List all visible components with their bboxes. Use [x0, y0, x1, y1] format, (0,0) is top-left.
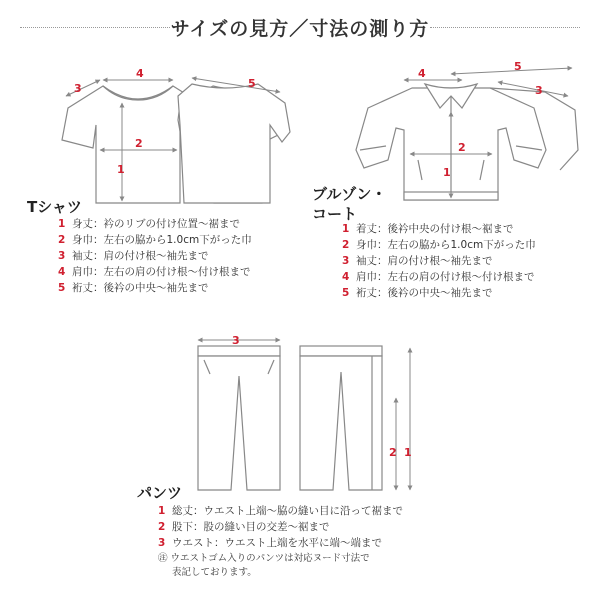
legend-row: 4 肩巾：左右の肩の付け根～付け根まで [58, 266, 251, 278]
jacket-num-5: 5 [514, 60, 522, 73]
jacket-num-4: 4 [418, 67, 426, 80]
legend-row: 1 身丈：衿のリブの付け位置～裾まで [58, 218, 240, 230]
pants-note-line2: 表記しております。 [172, 567, 257, 578]
pants-num-3: 3 [232, 334, 240, 347]
page-title: サイズの見方／寸法の測り方 [170, 18, 430, 40]
pants-num-1: 1 [404, 446, 412, 459]
jacket-heading [312, 184, 386, 224]
pants-back-drawing [300, 346, 382, 490]
jacket-heading-line1: ブルゾン・ [312, 185, 387, 203]
pants-num-2: 2 [389, 446, 397, 459]
note-mark-icon: ㊟ [158, 553, 168, 564]
legend-row: 5 裄丈：後衿の中央～袖先まで [342, 287, 493, 299]
tshirt-heading: Tシャツ [27, 198, 82, 216]
pants-legend [158, 503, 403, 551]
jacket-num-3: 3 [535, 84, 543, 97]
legend-row: 3 袖丈：肩の付け根～袖先まで [342, 255, 493, 267]
tshirt-legend [58, 216, 252, 296]
tshirt-num-3: 3 [74, 82, 82, 95]
tshirt-num-1: 1 [117, 163, 125, 176]
legend-row: 1 総丈：ウエスト上端～脇の縫い目に沿って裾まで [158, 505, 403, 517]
jacket-heading-line2: コート [312, 205, 358, 223]
pants-note [158, 552, 370, 580]
tshirt-num-5: 5 [248, 77, 256, 90]
tshirt-back-drawing [178, 84, 290, 203]
legend-row: 3 袖丈：肩の付け根～袖先まで [58, 250, 209, 262]
legend-row: 3 ウエスト：ウエスト上端を水平に端～端まで [158, 537, 382, 549]
legend-row: 5 裄丈：後衿の中央～袖先まで [58, 282, 209, 294]
jacket-legend [342, 221, 536, 301]
legend-row: 2 股下：股の縫い目の交差～裾まで [158, 521, 330, 533]
legend-row: 2 身巾：左右の脇から1.0cm下がった巾 [342, 239, 536, 251]
tshirt-num-4: 4 [136, 67, 144, 80]
jacket-num-1: 1 [443, 166, 451, 179]
pants-heading: パンツ [137, 484, 183, 502]
jacket-num-2: 2 [458, 141, 466, 154]
legend-row: 1 着丈：後衿中央の付け根～裾まで [342, 223, 514, 235]
legend-row: 4 肩巾：左右の肩の付け根～付け根まで [342, 271, 535, 283]
pants-note-line1: ㊟ ウエストゴム入りのパンツは対応ヌード寸法で [158, 553, 370, 564]
legend-row: 2 身巾：左右の脇から1.0cm下がった巾 [58, 234, 252, 246]
pants-front-drawing [198, 346, 280, 490]
tshirt-num-2: 2 [135, 137, 143, 150]
